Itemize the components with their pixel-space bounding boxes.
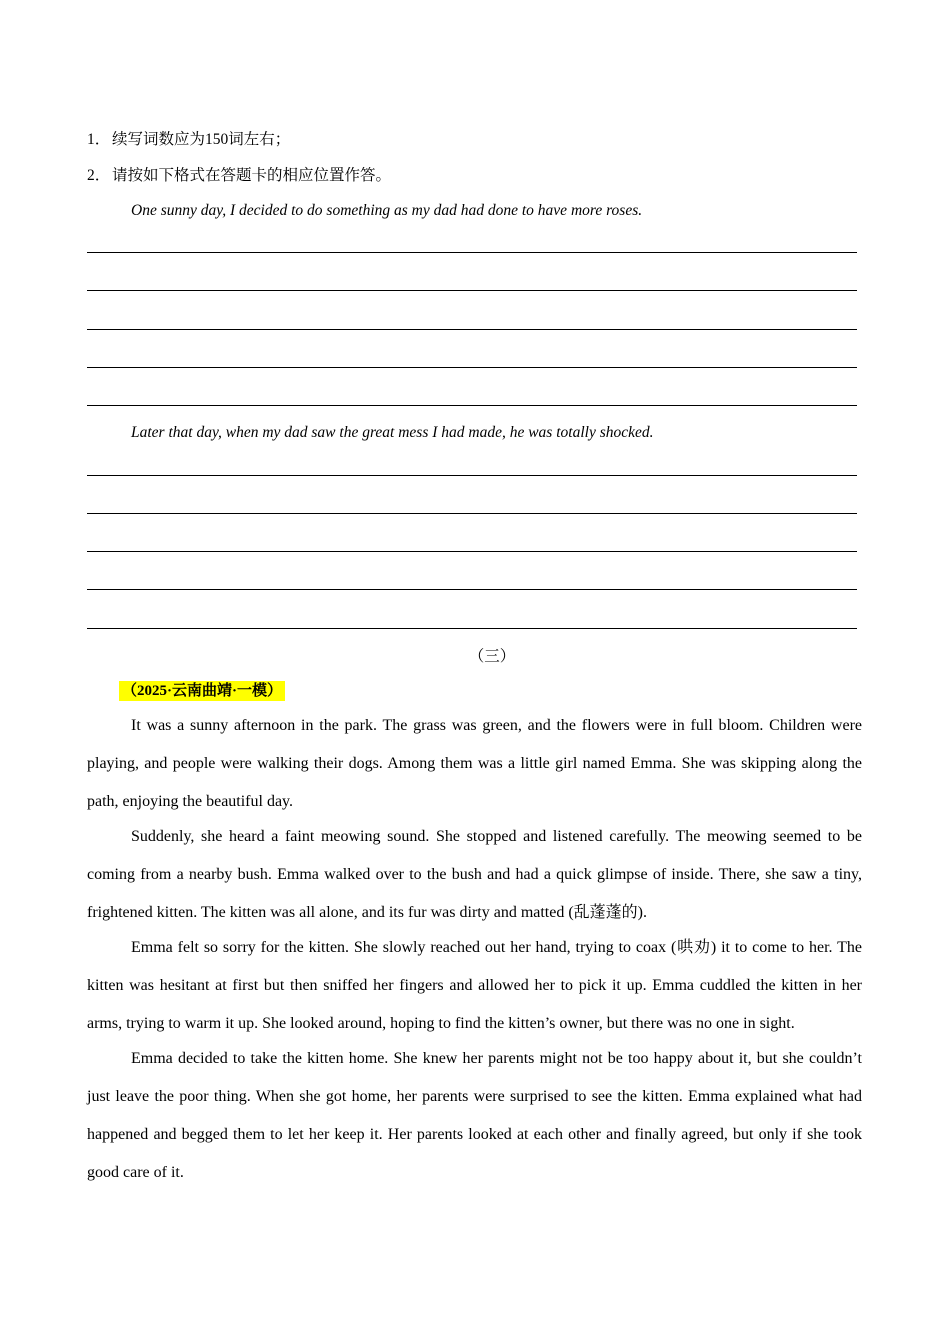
instruction-number: 2． — [87, 167, 111, 184]
answer-line — [87, 290, 857, 291]
passage-paragraph: Emma felt so sorry for the kitten. She slowly reached out her hand, trying to coax (哄劝) it to come to her. The kitten was hesitant at first but then sniffed her fingers and allowed her to pick it up. Emma cuddled the kitten in her arms, trying to warm it up. She looked around, hoping to find the kitten’s owner, but there was no one in sight. — [87, 939, 862, 1032]
answer-line — [87, 589, 857, 590]
answer-line — [87, 405, 857, 406]
source-tag: （2025·云南曲靖·一模） — [119, 681, 285, 701]
passage-paragraph: Suddenly, she heard a faint meowing sound. She stopped and listened carefully. The meowing seemed to be coming from a nearby bush. Emma walked over to the bush and had a quick glimpse of inside. There, she saw a tiny, frightened kitten. The kitten was all alone, and its fur was dirty and matted (乱蓬蓬的). — [87, 828, 862, 921]
instruction-text: 续写词数应为150词左右； — [112, 131, 291, 148]
instruction-text: 请按如下格式在答题卡的相应位置作答。 — [112, 167, 392, 184]
passage-paragraph: It was a sunny afternoon in the park. The grass was green, and the flowers were in full bloom. Children were playing, and people were walking their dogs. Among them was a little girl named Emma. She was skipping along the path, enjoying the beautiful day. — [87, 717, 862, 810]
continuation-prompt-second: Later that day, when my dad saw the great mess I had made, he was totally shocked. — [131, 424, 654, 441]
instruction-item — [87, 166, 391, 186]
continuation-prompt-first: One sunny day, I decided to do something as my dad had done to have more roses. — [131, 202, 643, 219]
answer-line — [87, 329, 857, 330]
answer-line — [87, 513, 857, 514]
section-title: （三） — [468, 648, 516, 665]
answer-line — [87, 252, 857, 253]
instruction-item — [87, 130, 290, 150]
passage-paragraph: Emma decided to take the kitten home. She knew her parents might not be too happy about it, but she couldn’t just leave the poor thing. When she got home, her parents were surprised to see the kitten. Emma explained what had happened and begged them to let her keep it. Her parents looked at each other and finally agreed, but only if she took good care of it. — [87, 1050, 862, 1181]
answer-line — [87, 628, 857, 629]
instruction-number: 1． — [87, 131, 111, 148]
answer-line — [87, 551, 857, 552]
reading-passage — [87, 707, 862, 1189]
answer-line — [87, 475, 857, 476]
answer-line — [87, 367, 857, 368]
